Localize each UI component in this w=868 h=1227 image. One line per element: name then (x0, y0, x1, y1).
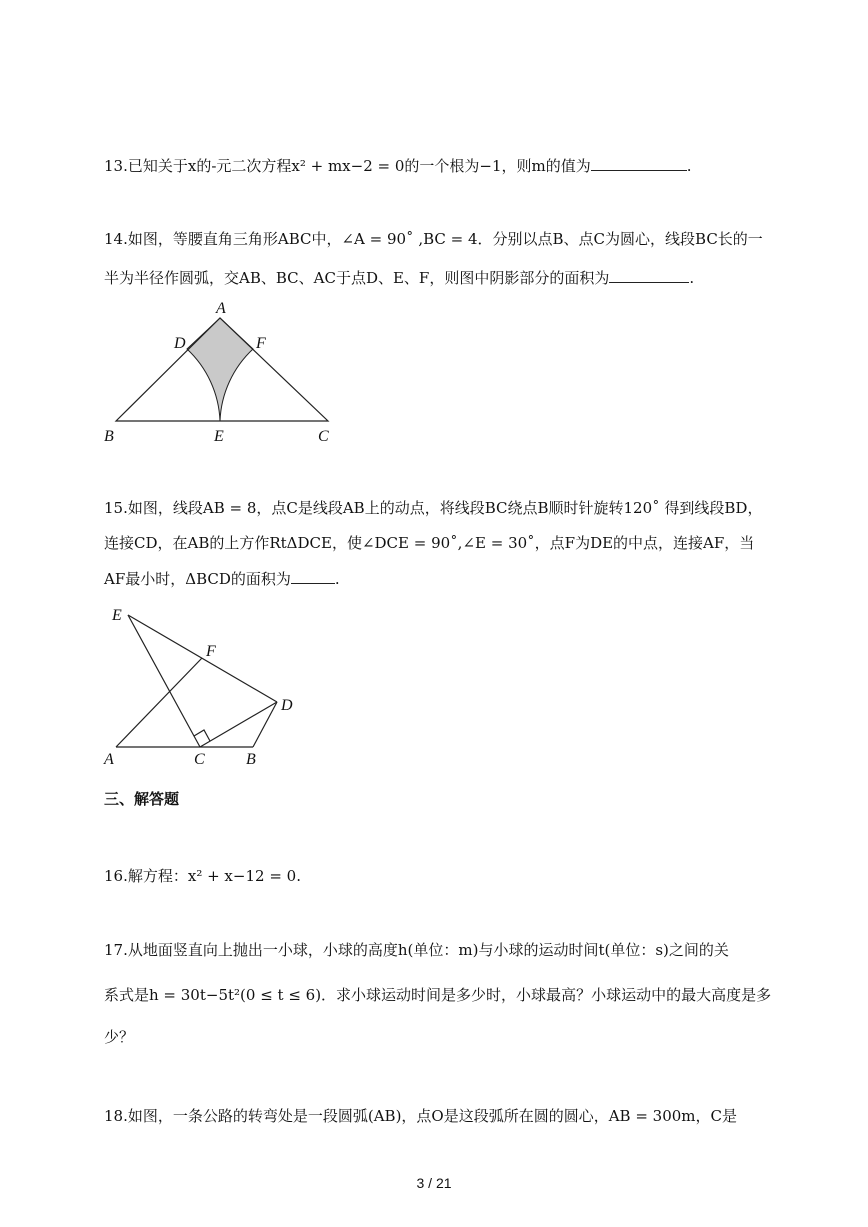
question-15-figure (100, 602, 310, 772)
section-heading: 三、解答题 (104, 790, 180, 808)
label-b: B (104, 428, 114, 445)
label-f: F (256, 335, 266, 352)
question-13 (104, 156, 692, 176)
period: . (686, 157, 692, 175)
label-f: F (206, 643, 216, 660)
question-15-line-3-text: AF最小时，ΔBCD的面积为 (104, 570, 291, 588)
question-18-line-1: 18.如图，一条公路的转弯处是一段圆弧(AB)，点O是这段弧所在圆的圆心，AB = 300m，C是 (104, 1107, 738, 1125)
label-d: D (174, 335, 186, 352)
question-13-text: 13.已知关于x的-元二次方程x² + mx−2 = 0的一个根为−1，则m的值为 (104, 157, 591, 175)
question-17-line-2: 系式是h = 30t−5t²(0 ≤ t ≤ 6)．求小球运动时间是多少时，小球最高？小球运动中的最大高度是多 (104, 986, 772, 1004)
question-15-line-2: 连接CD，在AB的上方作RtΔDCE，使∠DCE = 90˚,∠E = 30˚，点F为DE的中点，连接AF，当 (104, 534, 755, 552)
label-d: D (281, 697, 293, 714)
label-c: C (194, 751, 205, 768)
question-15-line-3 (104, 569, 340, 589)
question-14-figure (100, 296, 340, 448)
label-c: C (318, 428, 329, 445)
period: . (334, 570, 340, 588)
question-14-line-1: 14.如图，等腰直角三角形ABC中，∠A = 90˚ ,BC = 4．分别以点B、点C为圆心，线段BC长的一 (104, 230, 763, 248)
period: . (689, 269, 695, 287)
page-number: 3 / 21 (416, 1175, 452, 1191)
segment-ed (128, 615, 277, 702)
question-14-line-2-text: 半为半径作圆弧，交AB、BC、AC于点D、E、F，则图中阴影部分的面积为 (104, 269, 610, 287)
label-b: B (246, 751, 256, 768)
question-14-line-2 (104, 268, 694, 288)
shaded-region (187, 318, 253, 421)
label-a: A (104, 751, 114, 768)
label-a: A (216, 300, 226, 317)
question-17-line-1: 17.从地面竖直向上抛出一小球，小球的高度h(单位：m)与小球的运动时间t(单位：s)之间的关 (104, 941, 729, 959)
answer-blank (609, 268, 689, 283)
question-16: 16.解方程：x² + x−12 = 0. (104, 867, 301, 885)
label-e: E (214, 428, 224, 445)
question-15-line-1: 15.如图，线段AB = 8，点C是线段AB上的动点，将线段BC绕点B顺时针旋转120˚ 得到线段BD， (104, 499, 763, 517)
label-e: E (112, 607, 122, 624)
answer-blank (591, 156, 687, 171)
segment-ec (128, 615, 200, 747)
question-17-line-3: 少？ (104, 1028, 135, 1046)
answer-blank (291, 569, 335, 584)
